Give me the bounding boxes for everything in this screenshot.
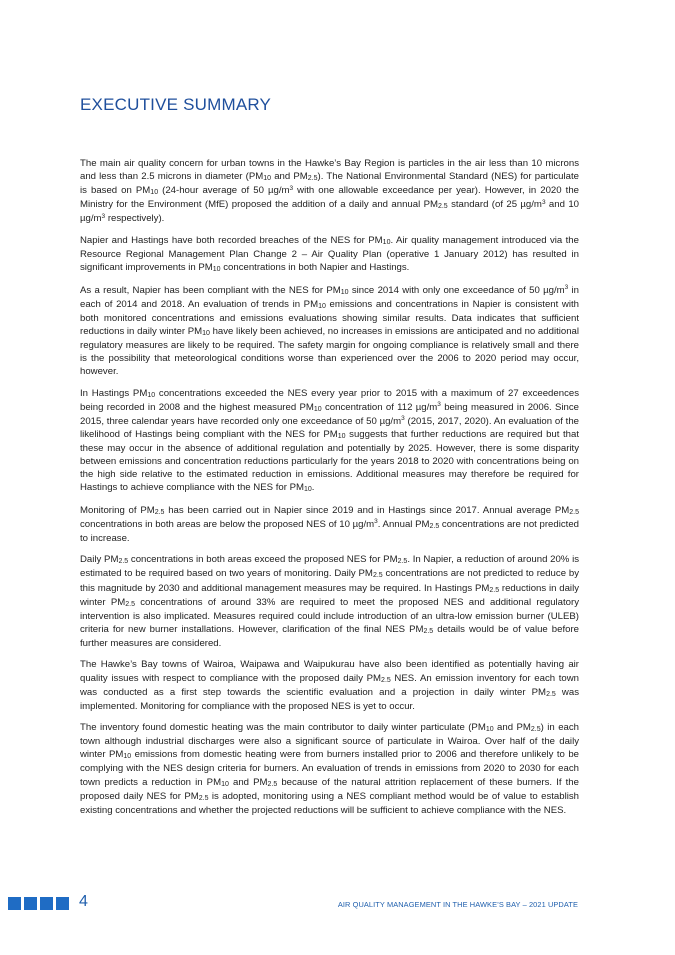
text-run: As a result, Napier has been compliant with the NES for PM xyxy=(80,284,341,296)
text-run: emissions from domestic heating were from burners installed prior to 2006 and therefore unlikely to be complying with the NES design criteria for burners. An evaluation of trends in emissions from 2020 to 2030 for each town predicts a reduction in PM xyxy=(80,749,579,788)
text-run: and PM xyxy=(493,722,531,734)
text-run: (24-hour average of 50 µg/m xyxy=(158,185,290,197)
superscript: 3 xyxy=(564,284,569,292)
subscript: 2.5 xyxy=(530,726,541,734)
text-run: Napier and Hastings have both recorded breaches of the NES for PM xyxy=(80,234,383,246)
text-run: concentration of 112 µg/m xyxy=(321,401,438,413)
text-run: NES. An emission inventory for each town was conducted as a first step towards the scientific evaluation and a projection in daily winter PM xyxy=(80,672,579,698)
paragraph xyxy=(80,721,579,817)
footer-square xyxy=(8,897,21,910)
page-number: 4 xyxy=(79,893,88,910)
superscript: 3 xyxy=(289,184,294,192)
subscript: 10 xyxy=(212,266,221,274)
superscript: 3 xyxy=(374,518,378,526)
text-run: The Hawke’s Bay towns of Wairoa, Waipawa and Waipukurau have also been identified as potentially having air quality issues with respect to compliance with the proposed daily PM xyxy=(80,659,579,684)
text-run: emissions and concentrations in Napier is consistent with both monitored concentrations and emissions evaluations showing similar results. Data indicates that sufficient reductions in daily winter PM xyxy=(80,298,579,337)
subscript: 2.5 xyxy=(125,600,135,608)
subscript: 10 xyxy=(150,189,159,197)
text-run: and 10 µg/m xyxy=(80,199,579,225)
subscript: 10 xyxy=(337,432,346,440)
text-run: ). The National Environmental Standard (NES) for particulate is based on PM xyxy=(80,171,579,197)
text-run: concentrations in both areas are below the proposed NES of 10 µg/m xyxy=(80,518,375,530)
superscript: 3 xyxy=(401,415,405,423)
subscript: 2.5 xyxy=(372,572,383,580)
paragraph xyxy=(80,284,579,379)
text-run: The inventory found domestic heating was the main contributor to daily winter particulate (PM xyxy=(80,722,486,734)
superscript: 3 xyxy=(101,212,106,220)
text-run: concentrations in both Napier and Hastings. xyxy=(220,262,410,274)
text-run: concentrations exceeded the NES every year prior to 2015 with a maximum of 27 exceedences being recorded in 2008 and the highest measured PM xyxy=(80,387,579,413)
subscript: 10 xyxy=(263,175,272,183)
running-title: AIR QUALITY MANAGEMENT IN THE HAWKE’S BAY – 2021 UPDATE xyxy=(337,900,578,909)
executive-summary-body xyxy=(80,157,579,825)
subscript: 2.5 xyxy=(423,627,434,635)
subscript: 10 xyxy=(340,288,349,296)
paragraph xyxy=(80,387,579,496)
paragraph xyxy=(80,553,579,650)
text-run: was implemented. Monitoring for compliance with the proposed NES is yet to occur. xyxy=(80,686,579,712)
superscript: 3 xyxy=(437,401,441,409)
text-run: . xyxy=(311,482,315,494)
text-run: concentrations are not predicted to increase. xyxy=(80,518,579,544)
text-run: has been carried out in Napier since 2019 and in Hastings since 2017. Annual average PM xyxy=(164,504,570,516)
text-run: Daily PM xyxy=(80,554,119,566)
subscript: 10 xyxy=(485,726,494,734)
footer-square xyxy=(56,897,69,910)
subscript: 2.5 xyxy=(154,508,165,516)
text-run: since 2014 with only one exceedance of 50 µg/m xyxy=(348,284,565,296)
text-run: standard (of 25 µg/m xyxy=(447,199,542,211)
text-run: . Air quality management introduced via the Resource Regional Management Plan Change 2 – Air Quality Plan (operative 1 January 2012) has resulted in significant improvements in PM xyxy=(80,234,579,274)
subscript: 10 xyxy=(303,486,312,494)
subscript: 2.5 xyxy=(569,508,579,516)
text-run: ) in each town although industrial discharges were also a significant source of particulate in Wairoa. Over half of the daily winter PM xyxy=(80,722,579,761)
subscript: 2.5 xyxy=(546,690,556,698)
subscript: 2.5 xyxy=(429,522,440,530)
text-run: . In Napier, a reduction of around 20% is estimated to be required based on two years of monitoring. Daily PM xyxy=(80,554,579,580)
text-run: . Annual PM xyxy=(377,518,430,530)
text-run: being measured in 2006. Since 2015, three calendar years have recorded only one exceedance of 50 µg/m xyxy=(80,401,580,427)
text-run: concentrations are not predicted to reduce by this magnitude by 2030 and additional management measures may be required. In Hastings PM xyxy=(80,568,579,594)
subscript: 2.5 xyxy=(381,676,391,684)
subscript: 2.5 xyxy=(307,175,318,183)
text-run: concentrations of around 33% are required to meet the proposed NES and additional regulatory intervention is also implicated. Measures required could include introduction of an ultra-low emission burner (ULEB) criteria for new burner installations. However, clarification of the final NES PM xyxy=(80,596,579,635)
subscript: 10 xyxy=(147,391,156,399)
text-run: and PM xyxy=(271,171,308,183)
paragraph xyxy=(80,157,579,225)
paragraph xyxy=(80,504,579,545)
page-title: EXECUTIVE SUMMARY xyxy=(80,95,272,114)
text-run: because of the natural attrition replacement of these burners. If the proposed daily NES for PM xyxy=(80,776,579,802)
subscript: 2.5 xyxy=(397,558,408,566)
footer-square xyxy=(24,897,37,910)
subscript: 2.5 xyxy=(437,203,448,211)
text-run: is adopted, monitoring using a NES compliant method would be of value to establish existing concentrations and whether the projected reductions will be sufficient to achieve compliance with the NES. xyxy=(80,790,579,816)
text-run: in each of 2014 and 2018. An evaluation of trends in PM xyxy=(80,284,579,310)
text-run: Monitoring of PM xyxy=(80,504,155,516)
text-run: and PM xyxy=(228,776,268,788)
text-run: have likely been achieved, no increases in emissions are anticipated and no additional regulatory measures are likely to be required. The safety margin for ongoing compliance is relatively small and there is the possibility that meteorological conditions worse than experienced over the 2006 to 2020 period may occur, however. xyxy=(80,325,580,378)
text-run: respectively). xyxy=(105,213,165,225)
subscript: 2.5 xyxy=(489,586,500,594)
superscript: 3 xyxy=(541,198,546,206)
text-run: The main air quality concern for urban towns in the Hawke’s Bay Region is particles in the air less than 10 microns and less than 2.5 microns in diameter (PM xyxy=(80,158,579,183)
text-run: suggests that further reductions are required but that these may occur in the absence of additional regulation and potentially by 2025. However, there is some disparity between emissions and concentration reductions particularly for the years 2018 to 2020 with concentrations being on the high side relative to the estimated reduction in emissions. Additional measures may therefore be required for Hastings to achieve compliance with the NES for PM xyxy=(80,428,579,494)
text-run: (2015, 2017, 2020). An evaluation of the likelihood of Hastings being compliant with the NES for PM xyxy=(80,415,579,440)
paragraph xyxy=(80,658,579,712)
paragraph xyxy=(80,234,579,275)
subscript: 2.5 xyxy=(118,558,129,566)
subscript: 2.5 xyxy=(267,780,278,788)
subscript: 10 xyxy=(221,780,229,788)
subscript: 2.5 xyxy=(198,794,209,802)
text-run: details would be of value before further measures are considered. xyxy=(80,623,579,649)
footer-decoration xyxy=(8,897,69,910)
text-run: In Hastings PM xyxy=(80,387,148,399)
subscript: 10 xyxy=(318,302,326,310)
subscript: 10 xyxy=(382,238,391,246)
text-run: with one allowable exceedance per year). However, in 2020 the Ministry for the Environment (MfE) proposed the addition of a daily and annual PM xyxy=(80,185,579,211)
subscript: 10 xyxy=(202,329,210,337)
subscript: 10 xyxy=(313,405,322,413)
text-run: concentrations in both areas exceed the proposed NES for PM xyxy=(128,554,398,566)
text-run: reductions in daily winter PM xyxy=(80,582,579,608)
footer-square xyxy=(40,897,53,910)
subscript: 10 xyxy=(123,753,132,761)
